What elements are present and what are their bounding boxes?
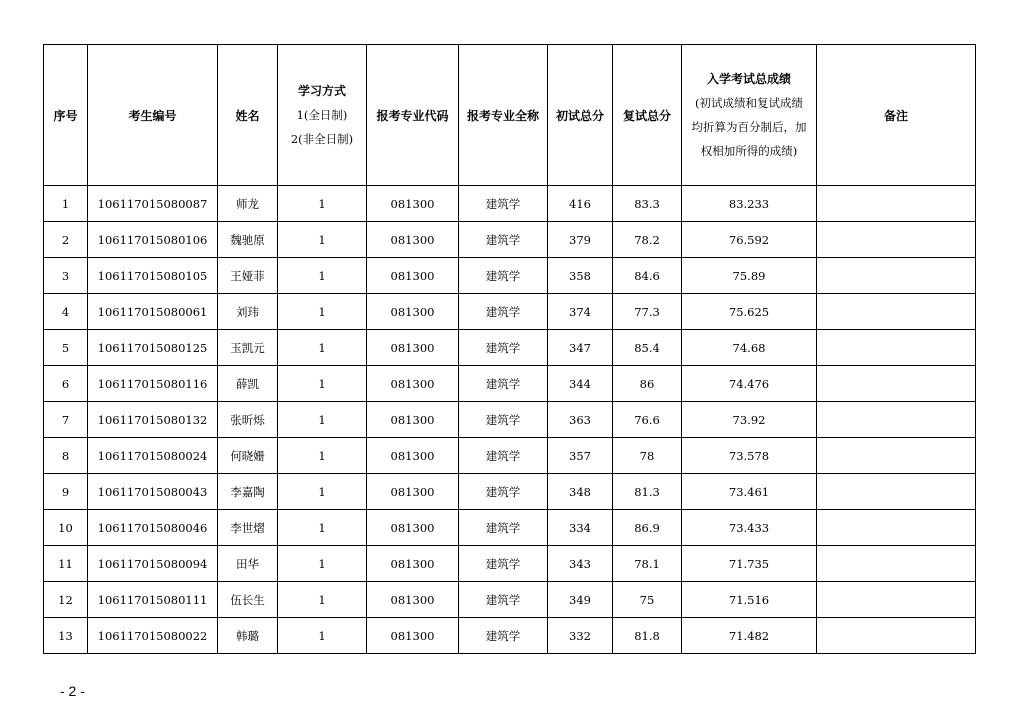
cell-remarks	[817, 222, 976, 258]
cell-seq: 10	[44, 510, 88, 546]
table-header	[44, 45, 976, 186]
cell-remarks	[817, 294, 976, 330]
cell-initial-total: 347	[548, 330, 613, 366]
table-row	[44, 186, 976, 222]
cell-remarks	[817, 258, 976, 294]
cell-initial-total: 343	[548, 546, 613, 582]
cell-study-mode: 1	[278, 510, 367, 546]
header-final-score-line1: (初试成绩和复试成绩	[695, 96, 803, 110]
admission-score-table	[43, 44, 976, 654]
header-name: 姓名	[218, 45, 278, 186]
cell-study-mode: 1	[278, 294, 367, 330]
table-row	[44, 222, 976, 258]
cell-final-score: 71.735	[682, 546, 817, 582]
cell-seq: 1	[44, 186, 88, 222]
cell-seq: 5	[44, 330, 88, 366]
cell-major-code: 081300	[367, 510, 459, 546]
cell-major-code: 081300	[367, 294, 459, 330]
cell-major-code: 081300	[367, 186, 459, 222]
cell-major-code: 081300	[367, 366, 459, 402]
cell-seq: 9	[44, 474, 88, 510]
cell-major-code: 081300	[367, 222, 459, 258]
header-seq: 序号	[44, 45, 88, 186]
cell-seq: 3	[44, 258, 88, 294]
header-final-score-title: 入学考试总成绩	[706, 72, 791, 86]
cell-final-score: 73.461	[682, 474, 817, 510]
cell-major-name: 建筑学	[459, 366, 548, 402]
cell-seq: 12	[44, 582, 88, 618]
cell-major-code: 081300	[367, 474, 459, 510]
table-body	[44, 186, 976, 654]
cell-name: 张昕烁	[218, 402, 278, 438]
cell-remarks	[817, 438, 976, 474]
cell-study-mode: 1	[278, 258, 367, 294]
cell-name: 师龙	[218, 186, 278, 222]
cell-final-score: 74.68	[682, 330, 817, 366]
cell-initial-total: 374	[548, 294, 613, 330]
table-row	[44, 438, 976, 474]
cell-major-name: 建筑学	[459, 438, 548, 474]
table-row	[44, 510, 976, 546]
cell-study-mode: 1	[278, 438, 367, 474]
cell-major-code: 081300	[367, 258, 459, 294]
cell-seq: 8	[44, 438, 88, 474]
cell-major-name: 建筑学	[459, 474, 548, 510]
table-row	[44, 402, 976, 438]
table-row	[44, 582, 976, 618]
cell-remarks	[817, 546, 976, 582]
cell-exam-id: 106117015080125	[88, 330, 218, 366]
cell-retest-total: 78.2	[613, 222, 682, 258]
cell-seq: 7	[44, 402, 88, 438]
cell-retest-total: 84.6	[613, 258, 682, 294]
cell-major-code: 081300	[367, 546, 459, 582]
cell-major-name: 建筑学	[459, 186, 548, 222]
cell-name: 玉凯元	[218, 330, 278, 366]
header-final-score-line2: 均折算为百分制后，加	[691, 120, 807, 134]
cell-name: 王娅菲	[218, 258, 278, 294]
cell-exam-id: 106117015080022	[88, 618, 218, 654]
cell-initial-total: 332	[548, 618, 613, 654]
header-initial-total: 初试总分	[548, 45, 613, 186]
cell-retest-total: 75	[613, 582, 682, 618]
header-major-name: 报考专业全称	[459, 45, 548, 186]
cell-exam-id: 106117015080087	[88, 186, 218, 222]
cell-exam-id: 106117015080024	[88, 438, 218, 474]
cell-major-name: 建筑学	[459, 402, 548, 438]
header-study-mode-line2: 2(非全日制)	[290, 132, 354, 146]
cell-name: 魏驰原	[218, 222, 278, 258]
cell-final-score: 71.482	[682, 618, 817, 654]
cell-final-score: 73.92	[682, 402, 817, 438]
header-study-mode-title: 学习方式	[297, 84, 346, 98]
cell-major-code: 081300	[367, 582, 459, 618]
cell-seq: 11	[44, 546, 88, 582]
cell-name: 田华	[218, 546, 278, 582]
cell-study-mode: 1	[278, 330, 367, 366]
cell-retest-total: 81.8	[613, 618, 682, 654]
header-remarks: 备注	[817, 45, 976, 186]
cell-study-mode: 1	[278, 546, 367, 582]
cell-retest-total: 83.3	[613, 186, 682, 222]
cell-final-score: 73.433	[682, 510, 817, 546]
cell-final-score: 76.592	[682, 222, 817, 258]
cell-major-name: 建筑学	[459, 330, 548, 366]
cell-remarks	[817, 474, 976, 510]
cell-major-name: 建筑学	[459, 222, 548, 258]
cell-retest-total: 86.9	[613, 510, 682, 546]
cell-name: 何晓姗	[218, 438, 278, 474]
cell-seq: 6	[44, 366, 88, 402]
table-row	[44, 618, 976, 654]
cell-initial-total: 349	[548, 582, 613, 618]
cell-final-score: 75.89	[682, 258, 817, 294]
table-row	[44, 330, 976, 366]
cell-name: 伍长生	[218, 582, 278, 618]
cell-retest-total: 77.3	[613, 294, 682, 330]
cell-major-name: 建筑学	[459, 546, 548, 582]
header-study-mode	[278, 45, 367, 186]
header-retest-total: 复试总分	[613, 45, 682, 186]
cell-study-mode: 1	[278, 402, 367, 438]
cell-retest-total: 86	[613, 366, 682, 402]
cell-major-code: 081300	[367, 618, 459, 654]
cell-study-mode: 1	[278, 618, 367, 654]
cell-major-name: 建筑学	[459, 258, 548, 294]
cell-initial-total: 348	[548, 474, 613, 510]
cell-study-mode: 1	[278, 366, 367, 402]
cell-initial-total: 357	[548, 438, 613, 474]
cell-retest-total: 85.4	[613, 330, 682, 366]
cell-remarks	[817, 510, 976, 546]
cell-retest-total: 76.6	[613, 402, 682, 438]
header-final-score	[682, 45, 817, 186]
cell-study-mode: 1	[278, 582, 367, 618]
cell-initial-total: 358	[548, 258, 613, 294]
cell-major-code: 081300	[367, 402, 459, 438]
cell-retest-total: 78.1	[613, 546, 682, 582]
cell-major-name: 建筑学	[459, 510, 548, 546]
cell-initial-total: 334	[548, 510, 613, 546]
cell-exam-id: 106117015080043	[88, 474, 218, 510]
cell-final-score: 71.516	[682, 582, 817, 618]
cell-retest-total: 81.3	[613, 474, 682, 510]
cell-study-mode: 1	[278, 474, 367, 510]
table-row	[44, 474, 976, 510]
cell-final-score: 73.578	[682, 438, 817, 474]
cell-remarks	[817, 618, 976, 654]
cell-major-code: 081300	[367, 330, 459, 366]
cell-name: 韩璐	[218, 618, 278, 654]
cell-initial-total: 379	[548, 222, 613, 258]
cell-exam-id: 106117015080105	[88, 258, 218, 294]
cell-name: 李嘉陶	[218, 474, 278, 510]
page-number: - 2 -	[60, 683, 85, 699]
cell-final-score: 74.476	[682, 366, 817, 402]
cell-remarks	[817, 366, 976, 402]
cell-retest-total: 78	[613, 438, 682, 474]
header-final-score-line3: 权相加所得的成绩)	[700, 144, 798, 158]
cell-exam-id: 106117015080132	[88, 402, 218, 438]
cell-seq: 4	[44, 294, 88, 330]
cell-seq: 13	[44, 618, 88, 654]
table-row	[44, 366, 976, 402]
cell-initial-total: 363	[548, 402, 613, 438]
cell-remarks	[817, 582, 976, 618]
cell-initial-total: 344	[548, 366, 613, 402]
cell-initial-total: 416	[548, 186, 613, 222]
cell-name: 李世熠	[218, 510, 278, 546]
cell-name: 薛凯	[218, 366, 278, 402]
cell-seq: 2	[44, 222, 88, 258]
cell-major-name: 建筑学	[459, 294, 548, 330]
header-row	[44, 45, 976, 186]
table-row	[44, 294, 976, 330]
cell-final-score: 75.625	[682, 294, 817, 330]
cell-name: 刘玮	[218, 294, 278, 330]
header-exam-id: 考生编号	[88, 45, 218, 186]
cell-remarks	[817, 186, 976, 222]
cell-remarks	[817, 402, 976, 438]
cell-exam-id: 106117015080116	[88, 366, 218, 402]
cell-major-name: 建筑学	[459, 582, 548, 618]
header-major-code: 报考专业代码	[367, 45, 459, 186]
cell-study-mode: 1	[278, 186, 367, 222]
table-row	[44, 546, 976, 582]
cell-major-name: 建筑学	[459, 618, 548, 654]
cell-exam-id: 106117015080106	[88, 222, 218, 258]
cell-final-score: 83.233	[682, 186, 817, 222]
cell-exam-id: 106117015080061	[88, 294, 218, 330]
table-row	[44, 258, 976, 294]
cell-exam-id: 106117015080094	[88, 546, 218, 582]
cell-major-code: 081300	[367, 438, 459, 474]
cell-exam-id: 106117015080111	[88, 582, 218, 618]
cell-remarks	[817, 330, 976, 366]
header-study-mode-line1: 1(全日制)	[296, 108, 348, 122]
cell-study-mode: 1	[278, 222, 367, 258]
cell-exam-id: 106117015080046	[88, 510, 218, 546]
